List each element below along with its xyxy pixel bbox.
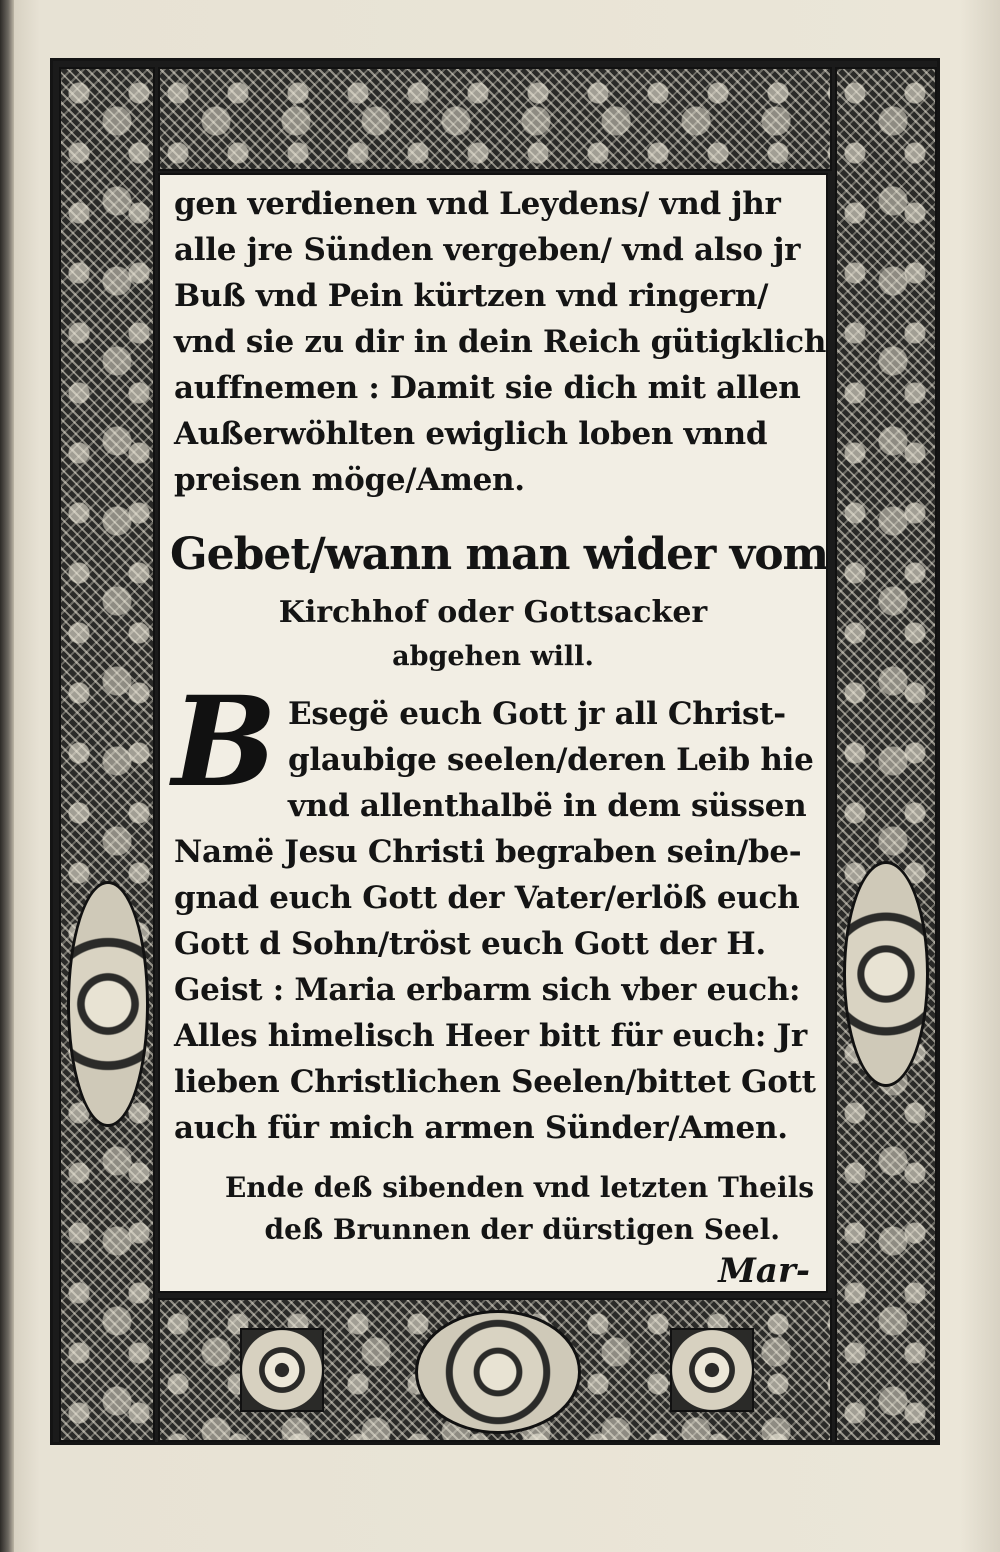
body-line: vnd sie zu dir in dein Reich gütigklich	[174, 324, 827, 360]
body-line: Buß vnd Pein kürtzen vnd ringern/	[174, 278, 769, 314]
prayer-line: glaubige seelen/deren Leib hie	[288, 742, 814, 778]
book-spine-shadow	[0, 0, 14, 1552]
body-line: auffnemen : Damit sie dich mit allen	[174, 370, 801, 406]
right-ornament-pillar	[835, 67, 937, 1442]
bottom-rosette-left	[240, 1328, 324, 1412]
body-line: preisen möge/Amen.	[174, 462, 525, 498]
top-ornament-band	[158, 67, 832, 171]
prayer-line: Gott d Sohn/tröst euch Gott der H.	[174, 926, 766, 962]
closing-line: Ende deß sibenden vnd letzten Theils	[224, 1171, 814, 1204]
drop-initial: B	[172, 670, 277, 815]
prayer-line: gnad euch Gott der Vater/erlöß euch	[174, 880, 800, 916]
prayer-line: auch für mich armen Sünder/Amen.	[174, 1110, 788, 1146]
prayer-line: Namë Jesu Christi begraben sein/be-	[174, 834, 802, 870]
section-heading: Gebet/wann man wider vom	[170, 529, 829, 580]
catchword: Mar-	[718, 1251, 810, 1291]
woodcut-border-frame	[50, 58, 940, 1445]
bottom-rosette-right	[670, 1328, 754, 1412]
section-subheading: abgehen will.	[392, 641, 594, 672]
prayer-line: Geist : Maria erbarm sich vber euch:	[174, 972, 801, 1008]
left-ornament-pillar	[59, 67, 155, 1442]
bottom-ornament-band	[158, 1298, 832, 1442]
section-subheading: Kirchhof oder Gottsacker	[278, 595, 708, 630]
prayer-line: vnd allenthalbë in dem süssen	[288, 788, 807, 824]
prayer-line: Alles himelisch Heer bitt für euch: Jr	[174, 1018, 807, 1054]
prayer-line: lieben Christlichen Seelen/bittet Gott	[174, 1064, 816, 1100]
body-line: alle jre Sünden vergeben/ vnd also jr	[174, 232, 801, 268]
text-panel	[158, 173, 828, 1293]
prayer-line: Esegë euch Gott jr all Christ-	[288, 696, 786, 732]
right-pillar-medallion	[843, 861, 929, 1087]
closing-line: deß Brunnen der dürstigen Seel.	[264, 1213, 780, 1246]
bottom-medallion	[415, 1310, 581, 1434]
body-line: Außerwöhlten ewiglich loben vnnd	[174, 416, 768, 452]
body-line: gen verdienen vnd Leydens/ vnd jhr	[174, 186, 781, 222]
left-pillar-medallion	[67, 881, 149, 1127]
